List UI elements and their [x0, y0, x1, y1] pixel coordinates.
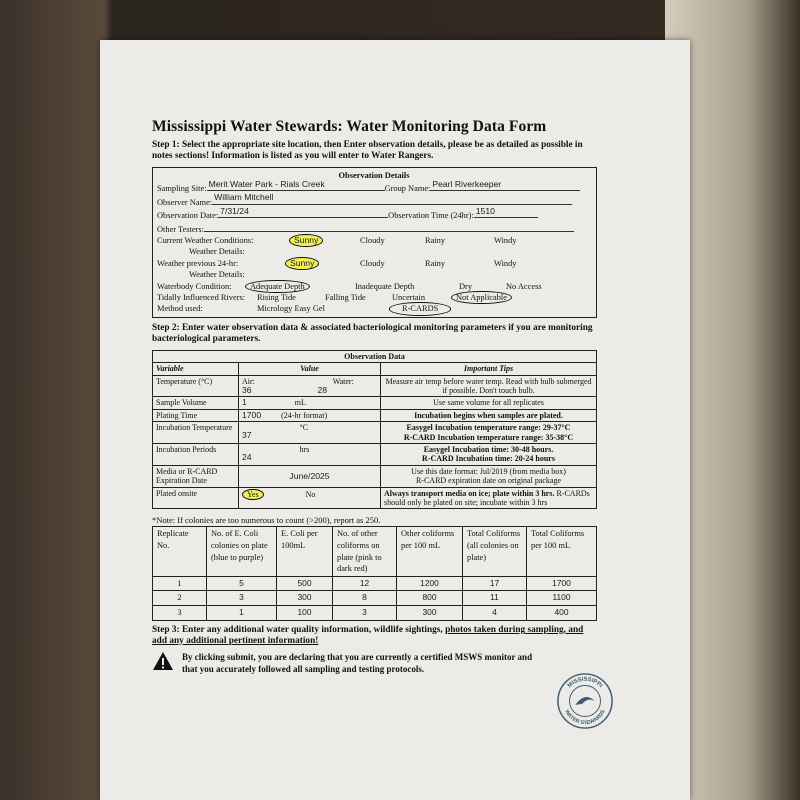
- row-waterbody: [157, 281, 591, 292]
- seal-top-text: MISSISSIPPI: [566, 676, 604, 690]
- replicates-header-5: Other coliforms per 100 mL: [397, 527, 463, 576]
- replicate-3-col-2[interactable]: 1: [207, 606, 277, 621]
- plating-time-value: 1700: [242, 409, 262, 420]
- media-expiration-tip-rcard: R-CARD expiration date on original package: [415, 476, 562, 486]
- step2-instructions: Step 2: Enter water observation data & associated bacteriological monitoring parameters if you are monitoring bacteriological parameters.: [152, 322, 593, 344]
- weather-prev-sunny[interactable]: Sunny: [285, 257, 319, 270]
- plated-onsite-tip-rest: R-CARDs should only be plated on site; incubate within 3 hrs: [384, 488, 590, 508]
- incubation-temp-tip: [381, 422, 597, 444]
- disclaimer: [152, 651, 597, 675]
- media-expiration-value: June/2025: [289, 470, 330, 481]
- replicate-3-col-5[interactable]: 300: [397, 606, 463, 621]
- sampling-site-field[interactable]: [207, 181, 385, 191]
- replicate-2-col-2[interactable]: 3: [207, 591, 277, 606]
- replicate-1-col-6[interactable]: 17: [463, 576, 527, 591]
- current-weather-cloudy[interactable]: Cloudy: [360, 236, 385, 246]
- step3-text-b: photos taken during: [445, 624, 526, 635]
- group-name-label: Group Name:: [384, 184, 431, 194]
- observation-time-value: 1510: [475, 205, 495, 216]
- replicate-2-col-7[interactable]: 1100: [527, 591, 597, 606]
- step3-text-c: sampling, and add any additional pertinent information!: [152, 624, 584, 646]
- media-expiration-cell[interactable]: [239, 465, 381, 487]
- plated-onsite-tip-bold: Always transport media on ice; plate within 3 hrs.: [384, 488, 555, 498]
- incubation-periods-tip-easygel: Easygel Incubation time: 30-48 hours.: [423, 445, 554, 455]
- weather-details-label-2: Weather Details:: [189, 270, 245, 280]
- method-easy-gel[interactable]: Micrology Easy Gel: [257, 304, 325, 314]
- current-weather-sunny[interactable]: Sunny: [289, 234, 323, 247]
- incubation-periods-label: Incubation Periods: [153, 444, 239, 466]
- replicates-header-3: E. Coli per 100mL: [277, 527, 333, 576]
- replicate-1-col-2[interactable]: 5: [207, 576, 277, 591]
- replicate-3-col-4[interactable]: 3: [333, 606, 397, 621]
- row-temperature: [153, 375, 597, 397]
- row-incubation-temp: [153, 422, 597, 444]
- plating-time-cell[interactable]: [239, 409, 381, 421]
- media-expiration-label: Media or R-CARD Expiration Date: [153, 465, 239, 487]
- replicate-2-col-6[interactable]: 11: [463, 591, 527, 606]
- tidal-falling[interactable]: Falling Tide: [325, 292, 366, 302]
- replicate-2-col-1: 2: [153, 591, 207, 606]
- mississippi-water-stewards-seal: [556, 672, 614, 730]
- group-name-value: Pearl Riverkeeper: [432, 179, 502, 189]
- incubation-periods-tip: [381, 444, 597, 466]
- row-weather-details-1: [157, 246, 591, 257]
- waterbody-no-access[interactable]: No Access: [506, 281, 542, 291]
- observer-name-value: William Mitchell: [214, 192, 274, 203]
- replicate-2-col-3[interactable]: 300: [277, 591, 333, 606]
- paper-form: [100, 40, 690, 800]
- observation-details-box: [152, 167, 597, 318]
- current-weather-rainy[interactable]: Rainy: [425, 236, 446, 246]
- sampling-site-label: Sampling Site:: [157, 184, 207, 194]
- waterbody-dry[interactable]: Dry: [459, 281, 473, 291]
- replicates-header-6: Total Coliforms (all colonies on plate): [463, 527, 527, 576]
- replicate-1-col-4[interactable]: 12: [333, 576, 397, 591]
- media-expiration-tip-format: Use this date format: Jul/2019 (from media box): [411, 466, 566, 476]
- row-plating-time: [153, 409, 597, 421]
- header-variable: Variable: [153, 363, 239, 375]
- sample-volume-unit: mL: [294, 398, 306, 408]
- weather-prev-rainy[interactable]: Rainy: [425, 258, 446, 268]
- observation-date-label: Observation Date:: [157, 211, 219, 221]
- row-current-weather: [157, 235, 591, 246]
- replicate-1-col-5[interactable]: 1200: [397, 576, 463, 591]
- current-weather-windy[interactable]: Windy: [494, 236, 517, 246]
- seal-bottom-text: WATER STEWARDS: [563, 708, 607, 727]
- sample-volume-cell[interactable]: [239, 397, 381, 409]
- replicates-table: [152, 526, 597, 620]
- incubation-temp-cell[interactable]: [239, 422, 381, 444]
- observation-details-title: Observation Details: [338, 171, 410, 180]
- temperature-label: Temperature (°C): [153, 375, 239, 397]
- weather-prev-label: Weather previous 24-hr:: [157, 258, 239, 268]
- step3-text-a: Step 3: Enter any additional water quality information, wildlife sightings,: [152, 624, 446, 635]
- water-label: Water:: [332, 376, 354, 386]
- temperature-tip: Measure air temp before water temp. Read with bulb submerged if possible. Don't touch bulb.: [381, 375, 597, 397]
- replicates-body: [153, 576, 597, 620]
- tidal-rising[interactable]: Rising Tide: [257, 292, 296, 302]
- header-value: Value: [239, 363, 381, 375]
- weather-prev-cloudy[interactable]: Cloudy: [360, 258, 385, 268]
- incubation-periods-value: 24: [242, 452, 252, 463]
- replicate-2-col-5[interactable]: 800: [397, 591, 463, 606]
- row-plated-onsite: [153, 487, 597, 509]
- replicate-3-col-1: 3: [153, 606, 207, 621]
- replicates-header-4: No. of other coliforms on plate (pink to dark red): [333, 527, 397, 576]
- step3-instructions: [152, 625, 597, 647]
- tidal-label: Tidally Influenced Rivers:: [157, 292, 246, 302]
- plating-time-unit: (24-hr format): [281, 410, 328, 420]
- plated-onsite-label: Plated onsite: [153, 487, 239, 509]
- header-tips: Important Tips: [381, 363, 597, 375]
- row-tidal: [157, 292, 591, 303]
- table-row: [153, 576, 597, 591]
- media-expiration-tip: [381, 465, 597, 487]
- table-row: [153, 606, 597, 621]
- row-incubation-periods: [153, 444, 597, 466]
- observation-time-field[interactable]: [474, 205, 538, 218]
- replicates-header-row: [153, 527, 597, 576]
- incubation-temp-unit: °C: [299, 423, 309, 433]
- replicate-2-col-4[interactable]: 8: [333, 591, 397, 606]
- replicate-1-col-7[interactable]: 1700: [527, 576, 597, 591]
- tidal-uncertain[interactable]: Uncertain: [392, 292, 426, 302]
- other-testers-field[interactable]: [204, 222, 574, 232]
- incubation-periods-tip-rcard: R-CARD Incubation time: 20-24 hours: [422, 454, 555, 464]
- observer-name-label: Observer Name:: [157, 197, 213, 207]
- waterbody-label: Waterbody Condition:: [157, 281, 232, 291]
- incubation-temp-label: Incubation Temperature: [153, 422, 239, 444]
- replicate-1-col-3[interactable]: 500: [277, 576, 333, 591]
- warning-icon: [152, 651, 174, 671]
- observation-data-table: [152, 350, 597, 510]
- replicates-header-7: Total Coliforms per 100 mL: [527, 527, 597, 576]
- air-temp-value: 36: [242, 384, 252, 395]
- observation-time-label: Observation Time (24hr):: [388, 211, 474, 221]
- step1-instructions: Step 1: Select the appropriate site location, then Enter observation details, please be as detailed as possible in notes sections! Information is listed as you will enter to Water Rangers.: [152, 140, 583, 161]
- other-testers-label: Other Testers:: [157, 224, 204, 234]
- observation-data-title: Observation Data: [153, 350, 597, 362]
- incubation-periods-cell[interactable]: [239, 444, 381, 466]
- table-row: [153, 591, 597, 606]
- form-content: [152, 118, 597, 675]
- temperature-value-cell[interactable]: [239, 375, 381, 397]
- row-observation-date: [157, 205, 591, 221]
- current-weather-label: Current Weather Conditions:: [157, 236, 254, 246]
- colonies-note: *Note: If colonies are too numerous to count (>200), report as 250.: [152, 515, 381, 526]
- air-label: Air:: [242, 376, 255, 386]
- plated-onsite-tip: [381, 487, 597, 509]
- incubation-periods-unit: hrs: [299, 445, 310, 455]
- plating-time-tip: Incubation begins when samples are plated.: [381, 409, 597, 421]
- row-media-expiration: [153, 465, 597, 487]
- replicate-1-col-1: 1: [153, 576, 207, 591]
- sample-volume-label: Sample Volume: [153, 397, 239, 409]
- replicate-3-col-3[interactable]: 100: [277, 606, 333, 621]
- form-title: Mississippi Water Stewards: Water Monitoring Data Form: [152, 118, 547, 135]
- sample-volume-tip: Use same volume for all replicates: [381, 397, 597, 409]
- waterbody-adequate-depth[interactable]: Adequate Depth: [245, 280, 310, 293]
- replicate-3-col-6[interactable]: 4: [463, 606, 527, 621]
- waterbody-inadequate-depth[interactable]: Inadequate Depth: [355, 281, 415, 291]
- replicate-3-col-7[interactable]: 400: [527, 606, 597, 621]
- method-label: Method used:: [157, 304, 203, 314]
- observation-date-field[interactable]: [218, 205, 388, 218]
- incubation-temp-tip-easygel: Easygel Incubation temperature range: 29-37°C: [406, 423, 571, 433]
- observation-date-value: 7/31/24: [220, 205, 249, 216]
- tidal-not-applicable[interactable]: Not Applicable: [451, 291, 512, 304]
- observer-name-field[interactable]: [212, 192, 572, 205]
- incubation-temp-tip-rcard: R-CARD Incubation temperature range: 35-38°C: [403, 432, 574, 442]
- sample-volume-value: 1: [242, 397, 247, 408]
- weather-details-label-1: Weather Details:: [189, 247, 245, 257]
- method-r-cards[interactable]: R-CARDS: [389, 302, 451, 315]
- row-other-testers: [157, 222, 591, 235]
- plated-onsite-cell: [239, 487, 381, 509]
- row-method: [157, 303, 591, 314]
- water-temp-value: 28: [317, 384, 328, 395]
- row-sample-volume: [153, 397, 597, 409]
- group-name-field[interactable]: [430, 181, 580, 191]
- row-weather-details-2: [157, 269, 591, 280]
- sampling-site-value: Merit Water Park - Rials Creek: [208, 179, 325, 189]
- plated-onsite-yes[interactable]: Yes: [242, 489, 264, 500]
- disclaimer-text: By clicking submit, you are declaring that you are currently a certified MSWS monitor and that you accurately followed all sampling and testing protocols.: [182, 651, 533, 674]
- weather-prev-windy[interactable]: Windy: [494, 258, 517, 268]
- row-weather-prev: [157, 258, 591, 269]
- plating-time-label: Plating Time: [153, 409, 239, 421]
- plated-onsite-no[interactable]: No: [305, 489, 316, 499]
- incubation-temp-value: 37: [242, 430, 252, 441]
- replicates-header-1: Replicate No.: [153, 527, 207, 576]
- replicates-header-2: No. of E. Coli colonies on plate (blue to purple): [207, 527, 277, 576]
